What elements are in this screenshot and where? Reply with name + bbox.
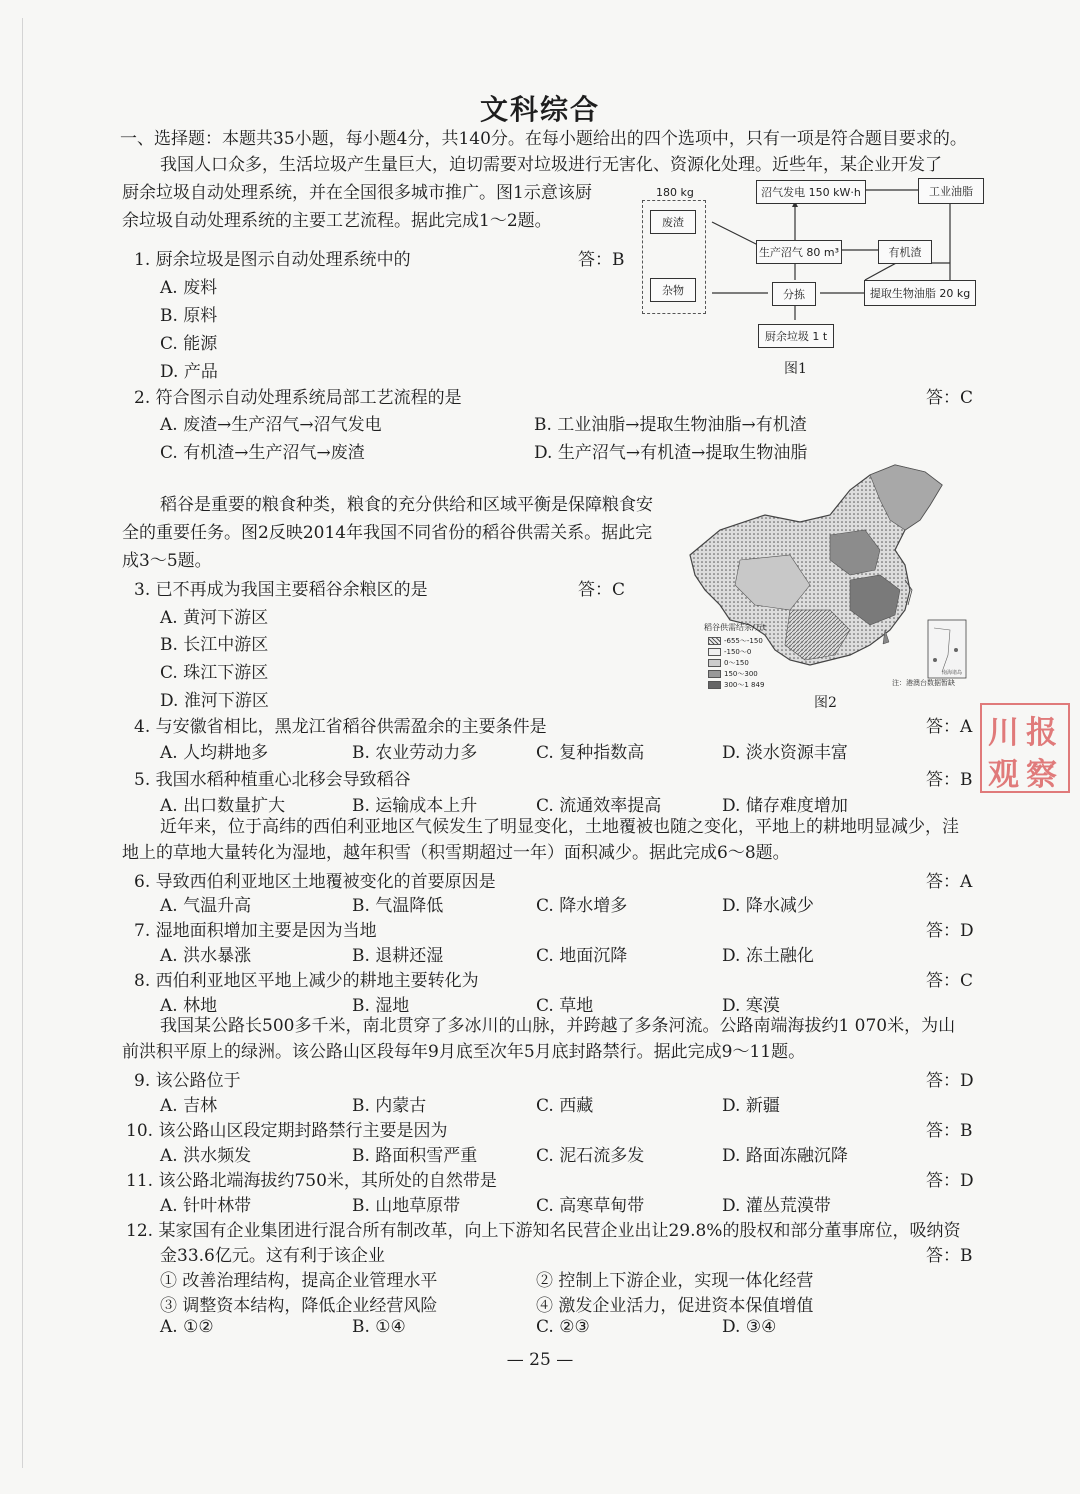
q2-option-c: C. 有机渣→生产沼气→废渣 [160, 443, 365, 463]
q5-answer: 答：B [926, 770, 973, 790]
legend-swatch-5 [708, 681, 721, 689]
q3-option-d: D. 淮河下游区 [160, 691, 269, 711]
q8-option-d: D. 寒漠 [722, 996, 780, 1016]
q7-option-c: C. 地面沉降 [536, 946, 628, 966]
q10-option-a: A. 洪水频发 [160, 1146, 252, 1166]
legend-swatch-4 [708, 670, 721, 678]
q10-stem: 10. 该公路山区段定期封路禁行主要是因为 [126, 1121, 448, 1141]
legend-swatch-2 [708, 648, 721, 656]
q11-option-a: A. 针叶林带 [160, 1196, 252, 1216]
passage2-line2: 全的重要任务。图2反映2014年我国不同省份的稻谷供需关系。据此完 [122, 523, 653, 543]
q12-item-3: ③ 调整资本结构，降低企业经营风险 [160, 1296, 438, 1316]
node-biogas: 生产沼气 80 m³ [756, 240, 842, 264]
q8-answer: 答：C [926, 971, 974, 991]
q3-option-c: C. 珠江下游区 [160, 663, 269, 683]
node-kitchen-waste: 厨余垃圾 1 t [758, 324, 834, 348]
q1-option-c: C. 能源 [160, 334, 218, 354]
stamp-char-4: 察 [1026, 757, 1057, 793]
page-number: — 25 — [506, 1350, 574, 1370]
passage3-line2: 地上的草地大量转化为湿地，越年积雪（积雪期超过一年）面积减少。据此完成6～8题。 [122, 843, 790, 863]
q7-option-a: A. 洪水暴涨 [160, 946, 252, 966]
q11-answer: 答：D [926, 1171, 974, 1191]
passage3-line1: 近年来，位于高纬的西伯利亚地区气候发生了明显变化，土地覆被也随之变化，平地上的耕地明显减少，洼 [160, 817, 959, 837]
q4-option-c: C. 复种指数高 [536, 743, 645, 763]
q5-stem: 5. 我国水稻种植重心北移会导致稻谷 [134, 770, 411, 790]
passage2-line3: 成3～5题。 [122, 551, 212, 571]
q1-stem: 1. 厨余垃圾是图示自动处理系统中的 [134, 250, 411, 270]
q12-stem-line2: 金33.6亿元。这有利于该企业 [160, 1246, 385, 1266]
map-legend [708, 635, 764, 690]
stamp-char-1: 川 [988, 715, 1019, 751]
watermark-stamp [980, 703, 1070, 793]
q6-answer: 答：A [926, 872, 973, 892]
q6-stem: 6. 导致西伯利亚地区土地覆被变化的首要原因是 [134, 872, 496, 892]
q11-option-c: C. 高寒草甸带 [536, 1196, 645, 1216]
q4-stem: 4. 与安徽省相比，黑龙江省稻谷供需盈余的主要条件是 [134, 717, 547, 737]
q10-option-b: B. 路面积雪严重 [352, 1146, 478, 1166]
q6-option-b: B. 气温降低 [352, 896, 444, 916]
q1-answer: 答：B [578, 250, 625, 270]
q9-stem: 9. 该公路位于 [134, 1071, 241, 1091]
q9-option-c: C. 西藏 [536, 1096, 594, 1116]
passage1-line3: 余垃圾自动处理系统的主要工艺流程。据此完成1～2题。 [122, 211, 552, 231]
q1-option-a: A. 废料 [160, 278, 218, 298]
legend-label-3: 0～150 [724, 658, 749, 667]
q7-stem: 7. 湿地面积增加主要是因为当地 [134, 921, 377, 941]
q12-option-c: C. ②③ [536, 1317, 590, 1337]
q5-option-a: A. 出口数量扩大 [160, 796, 286, 816]
q9-option-a: A. 吉林 [160, 1096, 218, 1116]
q6-option-a: A. 气温升高 [160, 896, 252, 916]
q1-option-d: D. 产品 [160, 362, 218, 382]
figure-1-caption: 图1 [784, 361, 807, 377]
q8-option-c: C. 草地 [536, 996, 594, 1016]
legend-item-1 [708, 635, 764, 646]
q9-answer: 答：D [926, 1071, 974, 1091]
q5-option-b: B. 运输成本上升 [352, 796, 478, 816]
node-zawu: 杂物 [650, 278, 696, 302]
weight-label: 180 kg [656, 186, 694, 199]
legend-label-2: -150～0 [724, 647, 752, 656]
q5-option-d: D. 储存难度增加 [722, 796, 848, 816]
node-feizha: 废渣 [650, 210, 696, 234]
q12-option-b: B. ①④ [352, 1317, 406, 1337]
q10-option-d: D. 路面冻融沉降 [722, 1146, 848, 1166]
legend-item-3 [708, 657, 764, 668]
q1-option-b: B. 原料 [160, 306, 218, 326]
q6-option-d: D. 降水减少 [722, 896, 814, 916]
q5-option-c: C. 流通效率提高 [536, 796, 662, 816]
q12-item-4: ④ 激发企业活力，促进资本保值增值 [536, 1296, 814, 1316]
q3-option-b: B. 长江中游区 [160, 635, 269, 655]
figure-2-caption: 图2 [814, 695, 837, 711]
legend-label-4: 150～300 [724, 669, 758, 678]
q12-option-d: D. ③④ [722, 1317, 777, 1337]
legend-swatch-1 [708, 637, 721, 645]
passage1-line1: 我国人口众多，生活垃圾产生量巨大，迫切需要对垃圾进行无害化、资源化处理。近些年，某企业开发了 [160, 155, 942, 175]
q2-option-d: D. 生产沼气→有机渣→提取生物油脂 [534, 443, 808, 463]
stamp-char-2: 报 [1026, 715, 1057, 751]
q12-item-1: ① 改善治理结构，提高企业管理水平 [160, 1271, 438, 1291]
q10-option-c: C. 泥石流多发 [536, 1146, 645, 1166]
node-industrial-oil: 工业油脂 [918, 178, 984, 204]
q8-stem: 8. 西伯利亚地区平地上减少的耕地主要转化为 [134, 971, 479, 991]
node-sorting: 分拣 [772, 282, 816, 306]
q11-option-b: B. 山地草原带 [352, 1196, 461, 1216]
section-header: 一、选择题：本题共35小题，每小题4分，共140分。在每小题给出的四个选项中，只有一项是符合题目要求的。 [120, 129, 967, 149]
q7-option-d: D. 冻土融化 [722, 946, 814, 966]
q11-option-d: D. 灌丛荒漠带 [722, 1196, 831, 1216]
legend-item-2 [708, 646, 764, 657]
q9-option-d: D. 新疆 [722, 1096, 780, 1116]
q7-answer: 答：D [926, 921, 974, 941]
stamp-char-3: 观 [988, 757, 1019, 793]
q2-answer: 答：C [926, 388, 974, 408]
node-extract-oil: 提取生物油脂 20 kg [864, 280, 976, 306]
legend-item-5 [708, 679, 764, 690]
q11-stem: 11. 该公路北端海拔约750米，其所处的自然带是 [126, 1171, 497, 1191]
q12-item-2: ② 控制上下游企业，实现一体化经营 [536, 1271, 814, 1291]
q10-answer: 答：B [926, 1121, 973, 1141]
node-organic-residue: 有机渣 [878, 240, 932, 264]
q2-stem: 2. 符合图示自动处理系统局部工艺流程的是 [134, 388, 462, 408]
passage4-line2: 前洪积平原上的绿洲。该公路山区段每年9月底至次年5月底封路禁行。据此完成9～11题。 [122, 1042, 806, 1062]
q4-option-a: A. 人均耕地多 [160, 743, 269, 763]
q12-option-a: A. ①② [160, 1317, 214, 1337]
legend-title: 稻谷供需结余/万t [704, 623, 766, 632]
q8-option-a: A. 林地 [160, 996, 218, 1016]
q4-answer: 答：A [926, 717, 973, 737]
legend-item-4 [708, 668, 764, 679]
q12-answer: 答：B [926, 1246, 973, 1266]
q12-stem-line1: 12. 某家国有企业集团进行混合所有制改革，向上下游知名民营企业出让29.8%的股权和部分董事席位，吸纳资 [126, 1221, 961, 1241]
q3-stem: 3. 已不再成为我国主要稻谷余粮区的是 [134, 580, 428, 600]
passage2-line1: 稻谷是重要的粮食种类，粮食的充分供给和区域平衡是保障粮食安 [160, 495, 653, 515]
q3-option-a: A. 黄河下游区 [160, 608, 269, 628]
legend-label-5: 300～1 849 [724, 680, 765, 689]
q4-option-b: B. 农业劳动力多 [352, 743, 478, 763]
legend-label-1: -655～-150 [724, 636, 763, 645]
passage4-line1: 我国某公路长500多千米，南北贯穿了多冰川的山脉，并跨越了多条河流。公路南端海拔约1 070米，为山 [160, 1016, 956, 1036]
node-biogas-power: 沼气发电 150 kW·h [756, 180, 866, 204]
q9-option-b: B. 内蒙古 [352, 1096, 427, 1116]
q6-option-c: C. 降水增多 [536, 896, 628, 916]
inset-label: 南海诸岛 [942, 670, 963, 676]
page-title: 文科综合 [479, 93, 600, 126]
q3-answer: 答：C [578, 580, 626, 600]
q7-option-b: B. 退耕还湿 [352, 946, 444, 966]
q8-option-b: B. 湿地 [352, 996, 410, 1016]
map-note: 注：港澳台数据暂缺 [892, 679, 955, 687]
q4-option-d: D. 淡水资源丰富 [722, 743, 848, 763]
q2-option-a: A. 废渣→生产沼气→沼气发电 [160, 415, 382, 435]
legend-swatch-3 [708, 659, 721, 667]
q2-option-b: B. 工业油脂→提取生物油脂→有机渣 [534, 415, 807, 435]
passage1-line2: 厨余垃圾自动处理系统，并在全国很多城市推广。图1示意该厨 [122, 183, 592, 203]
